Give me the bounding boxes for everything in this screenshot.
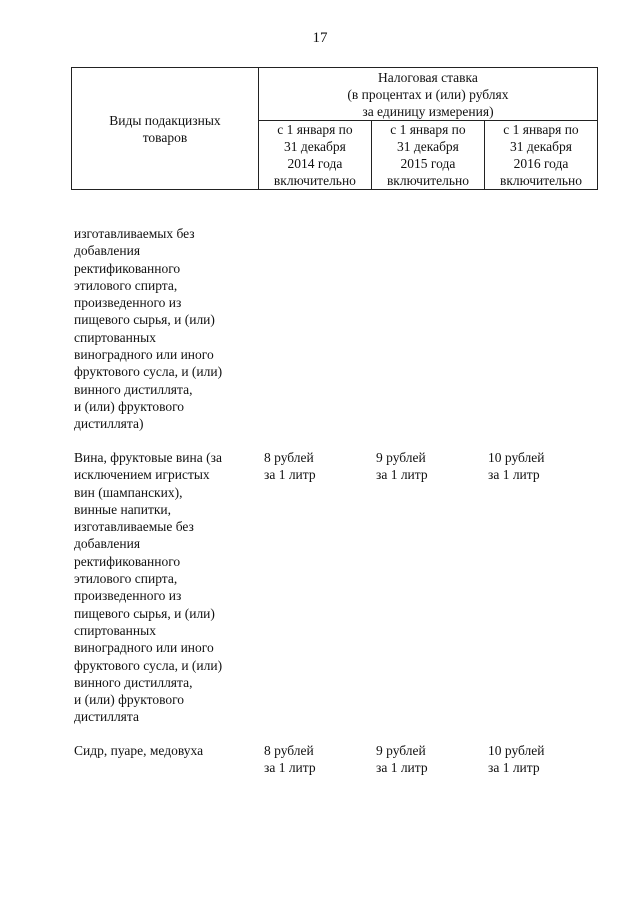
description-line: винного дистиллята, — [74, 381, 193, 397]
description-line: спиртованных — [74, 622, 156, 638]
description-line: изготавливаемые без — [74, 519, 194, 535]
header-line: включительно — [386, 173, 469, 188]
tax-rate-header — [258, 68, 597, 121]
rate-amount: 9 рублей — [376, 743, 426, 758]
rate-amount: 9 рублей — [376, 450, 426, 465]
header-line: Налоговая ставка — [378, 69, 478, 85]
header-line: 31 декабря — [510, 139, 572, 154]
rate-amount: 10 рублей — [488, 450, 545, 465]
description-line: Вина, фруктовые вина (за — [74, 450, 222, 465]
header-line: включительно — [499, 173, 582, 188]
description-line: фруктового сусла, и (или) — [74, 364, 223, 380]
header-line: с 1 января по — [503, 122, 579, 137]
tax-rate-header-table — [71, 67, 598, 190]
description-line: виноградного или иного — [74, 347, 214, 363]
header-line: 31 декабря — [396, 139, 459, 154]
header-line: 2015 года — [400, 156, 456, 171]
period-2014-header — [258, 121, 371, 190]
description-line: дистиллята — [74, 709, 139, 725]
description-line: вин (шампанских), — [74, 484, 183, 500]
header-line: Виды подакцизных — [109, 112, 221, 128]
rate-unit: за 1 литр — [376, 467, 428, 483]
rate-amount: 10 рублей — [488, 743, 545, 758]
description-line: добавления — [74, 243, 141, 259]
rate-unit: за 1 литр — [264, 467, 316, 483]
rate-unit: за 1 литр — [376, 760, 428, 776]
rate-2014 — [264, 742, 364, 777]
rate-2014 — [264, 449, 364, 484]
description-line: пищевого сырья, и (или) — [74, 605, 215, 621]
rate-unit: за 1 литр — [488, 760, 540, 776]
description-line: добавления — [74, 536, 141, 552]
rate-2015 — [376, 742, 476, 777]
page-number: 17 — [312, 30, 328, 46]
description-line: ректификованного — [74, 260, 181, 276]
description-line: и (или) фруктового — [74, 398, 185, 414]
rate-unit: за 1 литр — [488, 467, 540, 483]
period-2016-header — [484, 121, 597, 190]
header-line: за единицу измерения) — [362, 103, 494, 119]
description-line: Сидр, пуаре, медовуха — [74, 743, 204, 758]
description-line: этилового спирта, — [74, 571, 178, 587]
header-line: с 1 января по — [390, 122, 466, 137]
description-line: винного дистиллята, — [74, 674, 193, 690]
description-line: винные напитки, — [74, 501, 172, 517]
rate-unit: за 1 литр — [264, 760, 316, 776]
header-line: (в процентах и (или) рублях — [347, 86, 509, 102]
period-2015-header — [371, 121, 484, 190]
description-line: ректификованного — [74, 553, 181, 569]
description-line: исключением игристых — [74, 467, 210, 483]
description-line: изготавливаемых без — [74, 226, 195, 241]
description-line: спиртованных — [74, 329, 156, 345]
description-line: и (или) фруктового — [74, 692, 185, 708]
rate-amount: 8 рублей — [264, 450, 314, 465]
description-line: пищевого сырья, и (или) — [74, 312, 215, 328]
header-line: 31 декабря — [283, 139, 346, 154]
header-line: товаров — [142, 129, 188, 145]
header-line: с 1 января по — [277, 122, 353, 137]
rate-amount: 8 рублей — [264, 743, 314, 758]
goods-description — [74, 742, 259, 759]
goods-description — [74, 225, 259, 433]
rate-2016 — [488, 742, 588, 777]
description-line: этилового спирта, — [74, 277, 178, 293]
rate-2015 — [376, 449, 476, 484]
description-line: дистиллята) — [74, 416, 144, 432]
description-line: произведенного из — [74, 588, 182, 604]
header-line: 2014 года — [287, 156, 343, 171]
rate-2016 — [488, 449, 588, 484]
excise-goods-kinds-header — [72, 68, 259, 190]
description-line: произведенного из — [74, 295, 182, 311]
header-line: 2016 года — [513, 156, 569, 171]
description-line: виноградного или иного — [74, 640, 214, 656]
description-line: фруктового сусла, и (или) — [74, 657, 223, 673]
goods-description — [74, 449, 259, 726]
header-line: включительно — [273, 173, 356, 188]
